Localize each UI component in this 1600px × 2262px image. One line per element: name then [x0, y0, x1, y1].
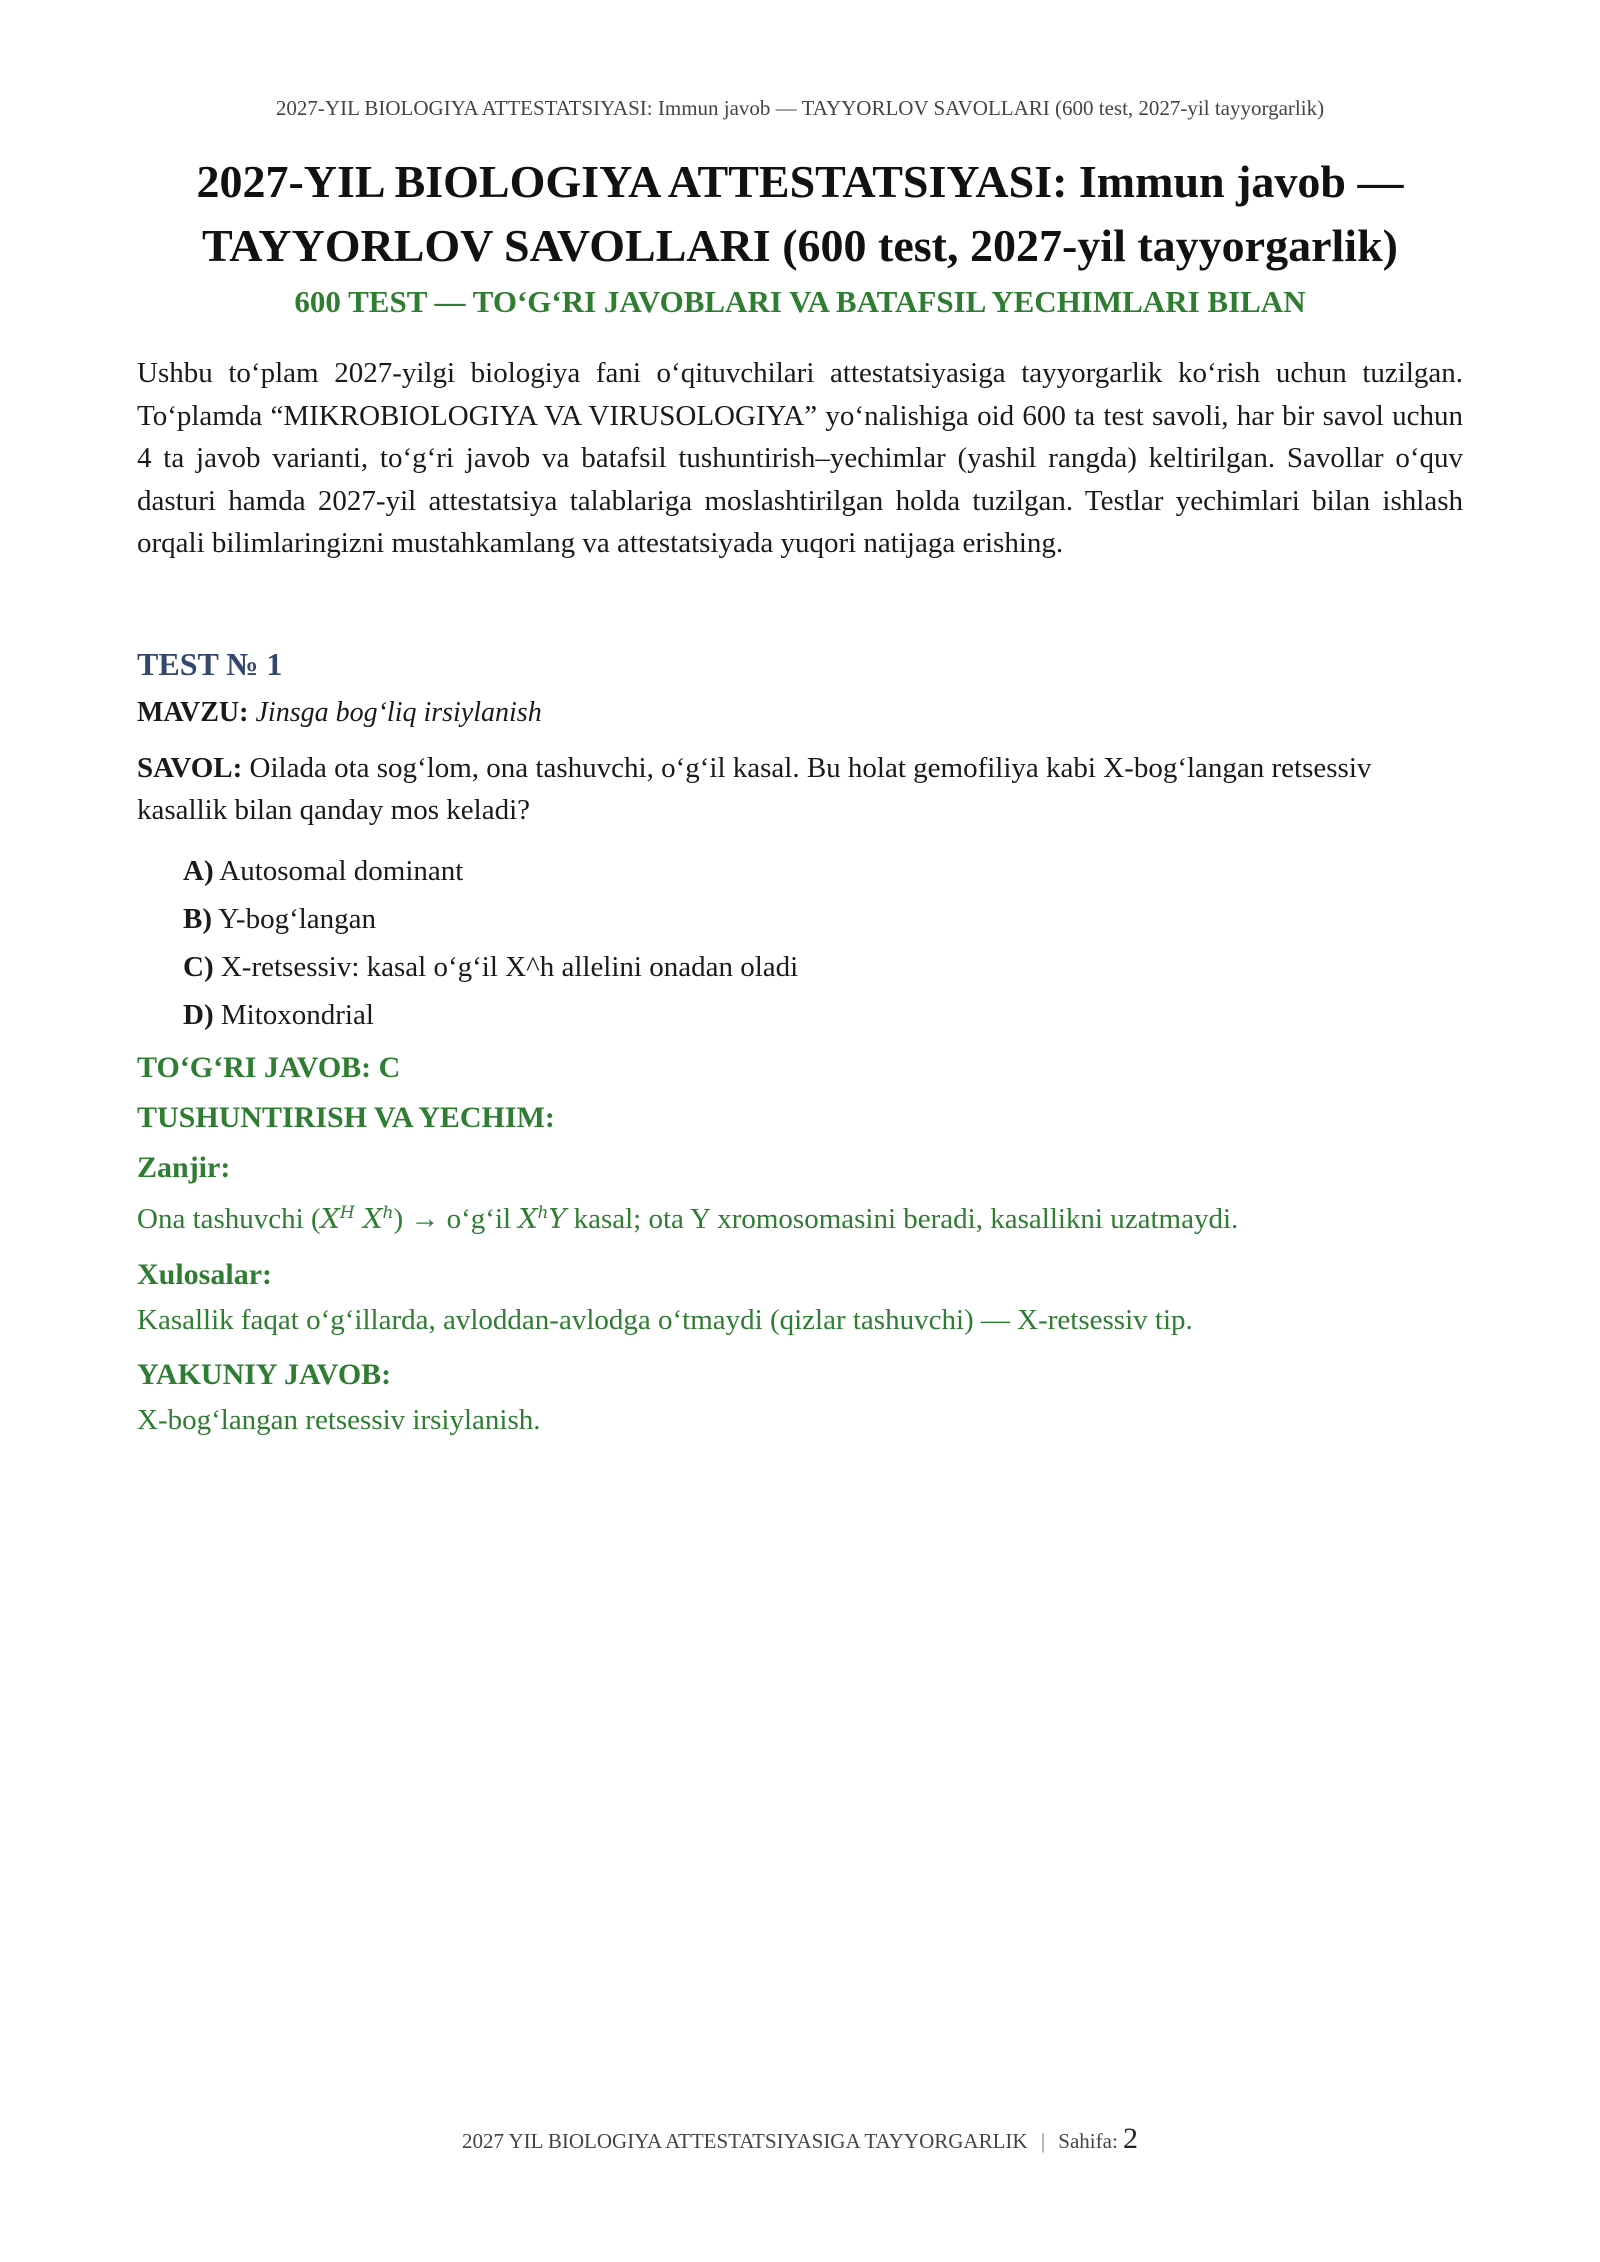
page-footer [0, 2122, 1600, 2156]
option-letter: C) [183, 951, 214, 983]
explanation-heading: TUSHUNTIRISH VA YECHIM: [137, 1101, 555, 1134]
math-sup: H [339, 1203, 355, 1223]
test-block [137, 646, 1463, 1458]
option-text: Autosomal dominant [219, 855, 464, 887]
conclusions-label: Xulosalar: [137, 1258, 272, 1291]
footer-text: 2027 YIL BIOLOGIYA ATTESTATSIYASIGA TAYYORGARLIK [461, 2129, 1028, 2153]
math-sup: h [382, 1203, 394, 1223]
final-answer-text: X-bog‘langan retsessiv irsiylanish. [137, 1404, 541, 1436]
math-x: X [363, 1204, 383, 1235]
question-label: SAVOL: [137, 752, 243, 784]
document-subtitle: 600 TEST — TO‘G‘RI JAVOBLARI VA BATAFSIL YECHIMLARI BILAN [294, 284, 1306, 319]
option-c [183, 943, 1463, 991]
answer-options [183, 847, 1463, 1039]
math-x: X [518, 1204, 538, 1235]
correct-answer: TO‘G‘RI JAVOB: C [137, 1051, 401, 1084]
running-header: 2027-YIL BIOLOGIYA ATTESTATSIYASI: Immun javob — TAYYORLOV SAVOLLARI (600 test, 2027-yil tayyorgarlik) [275, 96, 1325, 120]
footer-separator: | [1040, 2129, 1046, 2153]
math-sup: h [537, 1203, 549, 1223]
intro-paragraph: Ushbu to‘plam 2027-yilgi biologiya fani o‘qituvchilari attestatsiyasiga tayyorgarlik ko‘rish uchun tuzilgan. To‘plamda “MIKROBIOLOGIYA VA VIRUSOLOGIYA” yo‘nalishiga oid 600 ta test savoli, har bir savol uchun 4 ta javob varianti, to‘g‘ri javob va batafsil tushuntirish–yechimlar (yashil rangda) keltirilgan. Savollar o‘quv dasturi hamda 2027-yil attestatsiya talablariga moslashtirilgan holda tuzilgan. Testlar yechimlari bilan ishlash orqali bilimlaringizni mustahkamlang va attestatsiyada yuqori natijaga erishing. [137, 357, 1463, 559]
topic-label: MAVZU: [137, 697, 249, 728]
option-text: X-retsessiv: kasal o‘g‘il X^h allelini onadan oladi [220, 951, 799, 983]
option-d [183, 991, 1463, 1039]
math-expr [518, 1204, 566, 1235]
option-a [183, 847, 1463, 895]
topic-line [137, 697, 1463, 729]
chain-part: Ona tashuvchi ( [137, 1203, 321, 1235]
page-label: Sahifa: [1058, 2129, 1118, 2153]
option-b [183, 895, 1463, 943]
option-letter: A) [183, 855, 214, 887]
option-text: Mitoxondrial [220, 999, 374, 1031]
final-answer-label: YAKUNIY JAVOB: [137, 1358, 392, 1391]
option-letter: B) [183, 903, 212, 935]
title-line-2: TAYYORLOV SAVOLLARI (600 test, 2027-yil tayyorgarlik) [202, 220, 1398, 271]
question [137, 747, 1463, 831]
option-text: Y-bog‘langan [218, 903, 377, 935]
chain-part: ) → o‘g‘il [393, 1203, 519, 1235]
chain-part: kasal; ota Y xromosomasini beradi, kasallikni uzatmaydi. [566, 1203, 1239, 1235]
title-line-1: 2027-YIL BIOLOGIYA ATTESTATSIYASI: Immun javob — [196, 156, 1404, 207]
math-expr [321, 1204, 394, 1235]
page-number: 2 [1123, 2122, 1139, 2155]
math-x: X [320, 1204, 340, 1235]
document-title [120, 150, 1480, 278]
question-text: Oilada ota sog‘lom, ona tashuvchi, o‘g‘il kasal. Bu holat gemofiliya kabi X-bog‘langan retsessiv kasallik bilan qanday mos keladi? [137, 752, 1372, 826]
chain-label: Zanjir: [137, 1151, 231, 1184]
option-letter: D) [183, 999, 214, 1031]
conclusions-text: Kasallik faqat o‘g‘illarda, avloddan-avlodga o‘tmaydi (qizlar tashuvchi) — X-retsessiv tip. [137, 1304, 1193, 1336]
topic-value: Jinsga bog‘liq irsiylanish [255, 697, 542, 728]
test-number: TEST № 1 [137, 646, 283, 682]
chain-text [137, 1193, 1463, 1240]
math-y: Y [548, 1204, 567, 1235]
